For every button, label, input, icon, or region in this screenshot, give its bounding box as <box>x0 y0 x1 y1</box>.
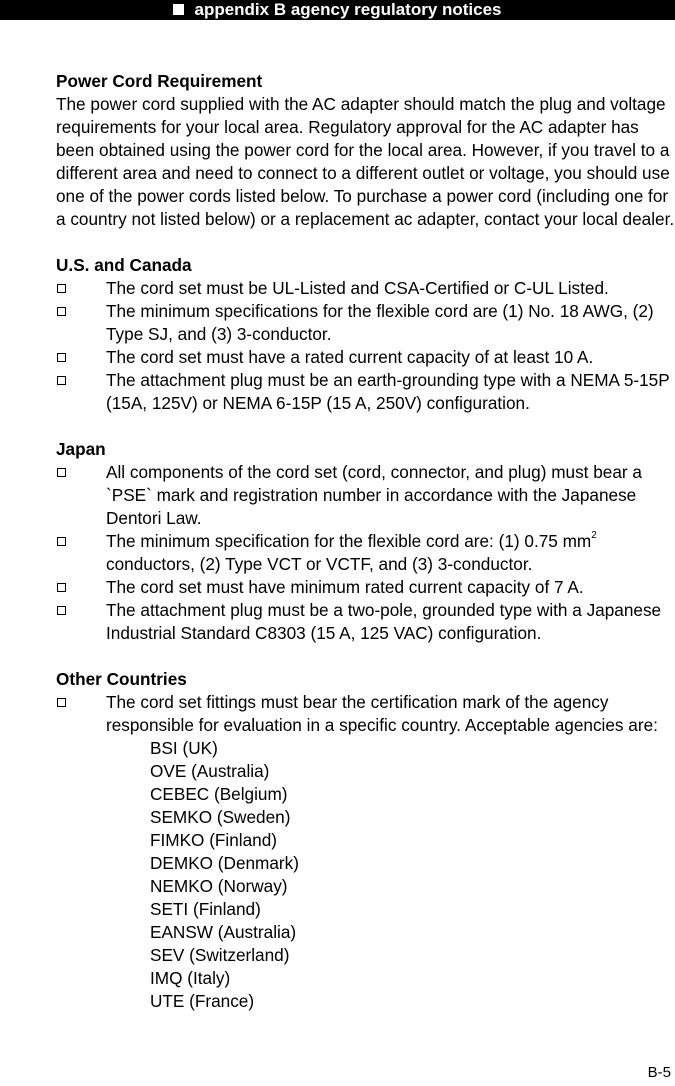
list-item-text: The minimum specifications for the flexible cord are (1) No. 18 AWG, (2) Type SJ, and (3) 3-conductor. <box>106 301 654 344</box>
page-number: B-5 <box>647 1064 671 1081</box>
list-item-text: The cord set fittings must bear the certification mark of the agency responsible for evaluation in a specific country. Acceptable agencies are: <box>106 692 658 735</box>
square-bullet-icon <box>57 376 66 385</box>
superscript: 2 <box>591 530 597 541</box>
agency-item: UTE (France) <box>150 991 255 1011</box>
agency-item: OVE (Australia) <box>150 761 270 781</box>
agency-item: IMQ (Italy) <box>150 968 231 988</box>
list-item <box>56 599 675 645</box>
square-bullet-icon <box>57 307 66 316</box>
square-bullet-icon <box>173 4 184 15</box>
agency-item: FIMKO (Finland) <box>150 830 278 850</box>
list-item-text: The attachment plug must be an earth-grounding type with a NEMA 5-15P (15A, 125V) or NEMA 6-15P (15 A, 250V) configuration. <box>106 370 670 413</box>
power-cord-heading: Power Cord Requirement <box>56 71 263 91</box>
list-item <box>56 530 675 576</box>
spacer <box>56 415 675 438</box>
section-header-bar <box>0 0 675 20</box>
list-item <box>56 369 675 415</box>
square-bullet-icon <box>57 284 66 293</box>
document-body <box>56 70 675 1013</box>
agency-item: SEV (Switzerland) <box>150 945 290 965</box>
agency-item: SEMKO (Sweden) <box>150 807 291 827</box>
list-item-text: The cord set must have minimum rated current capacity of 7 A. <box>106 577 584 597</box>
square-bullet-icon <box>57 606 66 615</box>
agency-item: EANSW (Australia) <box>150 922 297 942</box>
agency-item: CEBEC (Belgium) <box>150 784 288 804</box>
spacer <box>56 645 675 668</box>
list-item-text: The cord set must have a rated current capacity of at least 10 A. <box>106 347 594 367</box>
us-canada-heading: U.S. and Canada <box>56 255 192 275</box>
spacer <box>56 231 675 254</box>
japan-heading: Japan <box>56 439 106 459</box>
square-bullet-icon <box>57 698 66 707</box>
list-item <box>56 461 675 530</box>
square-bullet-icon <box>57 353 66 362</box>
square-bullet-icon <box>57 537 66 546</box>
list-item-text: The attachment plug must be a two-pole, grounded type with a Japanese Industrial Standard C8303 (15 A, 125 VAC) configuration. <box>106 600 662 643</box>
agency-item: DEMKO (Denmark) <box>150 853 299 873</box>
list-item <box>56 691 675 737</box>
square-bullet-icon <box>57 583 66 592</box>
list-item <box>56 277 675 300</box>
power-cord-paragraph: The power cord supplied with the AC adapter should match the plug and voltage requirements for your local area. Regulatory approval for the AC adapter has been obtained using the power cord for the local area. However, if you travel to a different area and need to connect to a different outlet or voltage, you should use one of the power cords listed below. To purchase a power cord (including one for a country not listed below) or a replacement ac adapter, contact your local dealer. <box>56 94 675 229</box>
other-countries-heading: Other Countries <box>56 669 187 689</box>
agency-item: BSI (UK) <box>150 738 218 758</box>
list-item-text: The cord set must be UL-Listed and CSA-Certified or C-UL Listed. <box>106 278 609 298</box>
square-bullet-icon <box>57 468 66 477</box>
list-item-text: All components of the cord set (cord, connector, and plug) must bear a `PSE` mark and registration number in accordance with the Japanese Dentori Law. <box>106 462 642 528</box>
list-item-text: The minimum specification for the flexible cord are: (1) 0.75 mm <box>106 531 592 551</box>
agency-item: SETI (Finland) <box>150 899 261 919</box>
agency-item: NEMKO (Norway) <box>150 876 288 896</box>
list-item-text-continued: conductors, (2) Type VCT or VCTF, and (3) 3-conductor. <box>106 554 533 574</box>
section-title: appendix B agency regulatory notices <box>194 0 502 19</box>
list-item <box>56 300 675 346</box>
agency-list <box>56 737 675 1013</box>
list-item <box>56 576 675 599</box>
list-item <box>56 346 675 369</box>
